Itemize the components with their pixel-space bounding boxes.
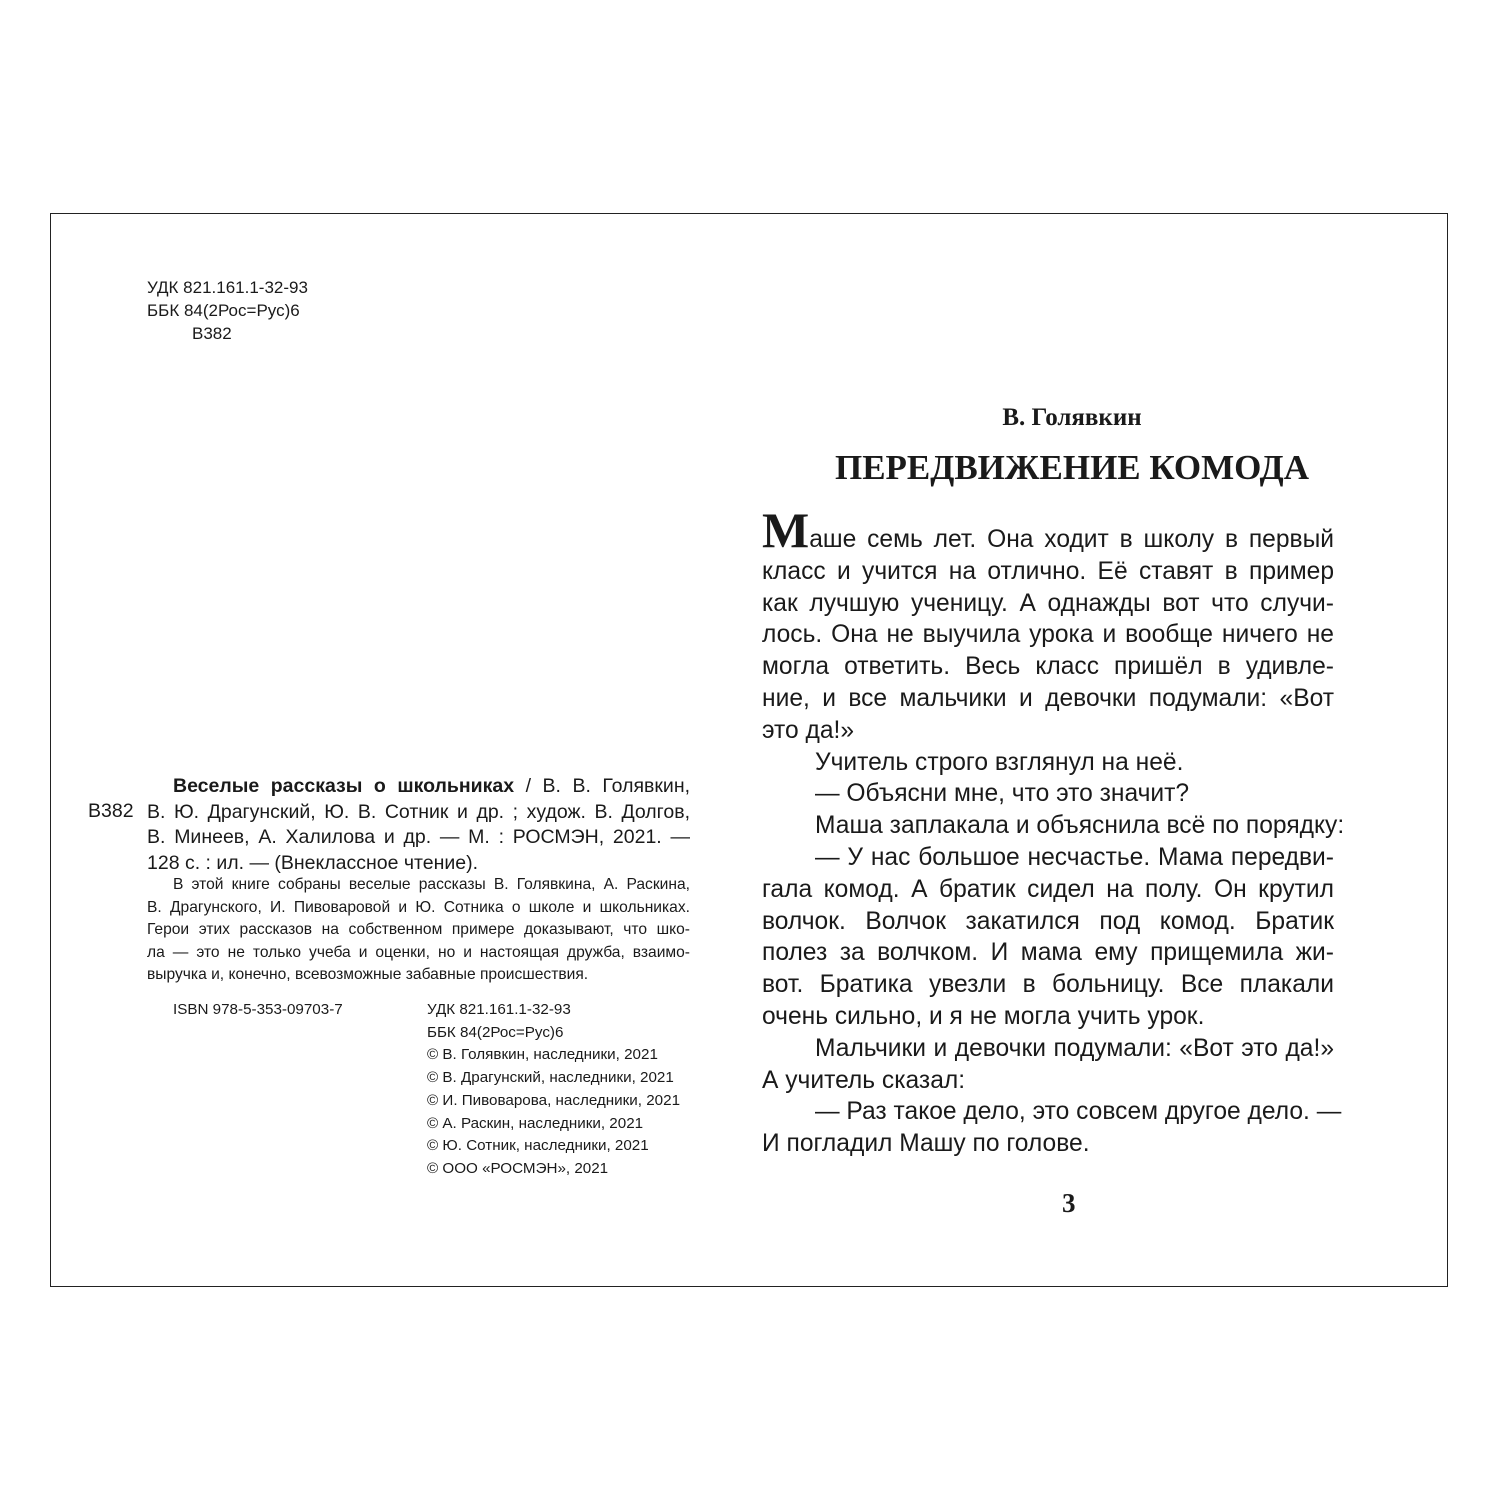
story-line: Учитель строго взглянул на неё. xyxy=(815,748,1184,776)
copyright-line: © А. Раскин, наследники, 2021 xyxy=(427,1114,644,1132)
story-line: — Раз такое дело, это совсем другое дело. — xyxy=(815,1098,1342,1126)
classification-bbk: ББК 84(2Рос=Рус)6 xyxy=(147,301,300,320)
abstract-line: ла — это не только учеба и оценки, но и настоящая дружба, взаимо- xyxy=(147,943,690,961)
bib-line: В. Ю. Драгунский, Ю. В. Сотник и др. ; худож. В. Долгов, xyxy=(147,800,690,823)
copyright-line: © ООО «РОСМЭН», 2021 xyxy=(427,1159,609,1177)
copyright-line: © В. Драгунский, наследники, 2021 xyxy=(427,1069,674,1087)
story-line: А учитель сказал: xyxy=(762,1066,966,1094)
story-line: как лучшую ученицу. А однажды вот что случи- xyxy=(762,589,1334,617)
story-line: гала комод. А братик сидел на полу. Он крутил xyxy=(762,875,1334,903)
story-line: лось. Она не выучила урока и вообще ничего не xyxy=(762,621,1334,649)
copyright-line: © В. Голявкин, наследники, 2021 xyxy=(427,1046,658,1064)
isbn: ISBN 978-5-353-09703-7 xyxy=(173,1001,343,1018)
story-author: В. Голявкин xyxy=(1002,404,1142,431)
story-line: — Объясни мне, что это значит? xyxy=(815,780,1190,808)
story-line: полез за волчком. И мама ему прищемила жи- xyxy=(762,939,1334,967)
abstract-line: Герои этих рассказов на собственном примере доказывают, что шко- xyxy=(147,921,690,938)
bibliographic-record xyxy=(147,774,690,877)
abstract xyxy=(147,874,690,987)
story-line: волчок. Волчок закатился под комод. Братик xyxy=(762,907,1334,935)
story-line: это да!» xyxy=(762,716,855,744)
drop-cap: М xyxy=(762,502,810,558)
bib-line: 128 с. : ил. — (Внеклассное чтение). xyxy=(147,852,478,875)
story-line: вот. Братика увезли в больницу. Все плакали xyxy=(762,971,1334,999)
story-line: Мальчики и девочки подумали: «Вот это да!» xyxy=(815,1034,1334,1062)
author-mark: В382 xyxy=(192,324,232,343)
story-line: очень сильно, и я не могла учить урок. xyxy=(762,1002,1205,1030)
abstract-line: В этой книге собраны веселые рассказы В. Голявкина, А. Раскина, xyxy=(173,876,690,893)
story-line: класс и учится на отлично. Её ставят в пример xyxy=(762,557,1334,585)
abstract-line: выручка и, конечно, всевозможные забавные происшествия. xyxy=(147,966,589,983)
copyright-line: © Ю. Сотник, наследники, 2021 xyxy=(427,1137,649,1155)
page-number: 3 xyxy=(1062,1188,1076,1218)
abstract-line: В. Драгунского, И. Пивоваровой и Ю. Сотника о школе и школьниках. xyxy=(147,898,690,916)
copyright-line: ББК 84(2Рос=Рус)6 xyxy=(427,1023,564,1041)
story-line: Маша заплакала и объяснила всё по порядку: xyxy=(815,812,1345,840)
copyright-block xyxy=(427,999,680,1181)
classification-udk: УДК 821.161.1-32-93 xyxy=(147,278,308,297)
story-line: ние, и все мальчики и девочки подумали: «Вот xyxy=(762,684,1334,712)
copyright-line: © И. Пивоварова, наследники, 2021 xyxy=(427,1091,681,1109)
story-text xyxy=(762,502,1345,1160)
story-line: Маше семь лет. Она ходит в школу в первый xyxy=(762,502,1334,558)
bib-author-mark: В382 xyxy=(88,800,134,822)
story-line: — У нас большое несчастье. Мама передви- xyxy=(815,843,1334,871)
story-line: могла ответить. Весь класс пришёл в удивле- xyxy=(762,653,1334,681)
bib-line: Веселые рассказы о школьниках / В. В. Голявкин, xyxy=(173,775,690,797)
story-line: И погладил Машу по голове. xyxy=(762,1130,1090,1158)
book-title: Веселые рассказы о школьниках xyxy=(173,775,515,797)
story-title: ПЕРЕДВИЖЕНИЕ КОМОДА xyxy=(834,448,1310,487)
copyright-line: УДК 821.161.1-32-93 xyxy=(427,1001,571,1018)
bib-line: В. Минеев, А. Халилова и др. — М. : РОСМЭН, 2021. — xyxy=(147,826,690,849)
